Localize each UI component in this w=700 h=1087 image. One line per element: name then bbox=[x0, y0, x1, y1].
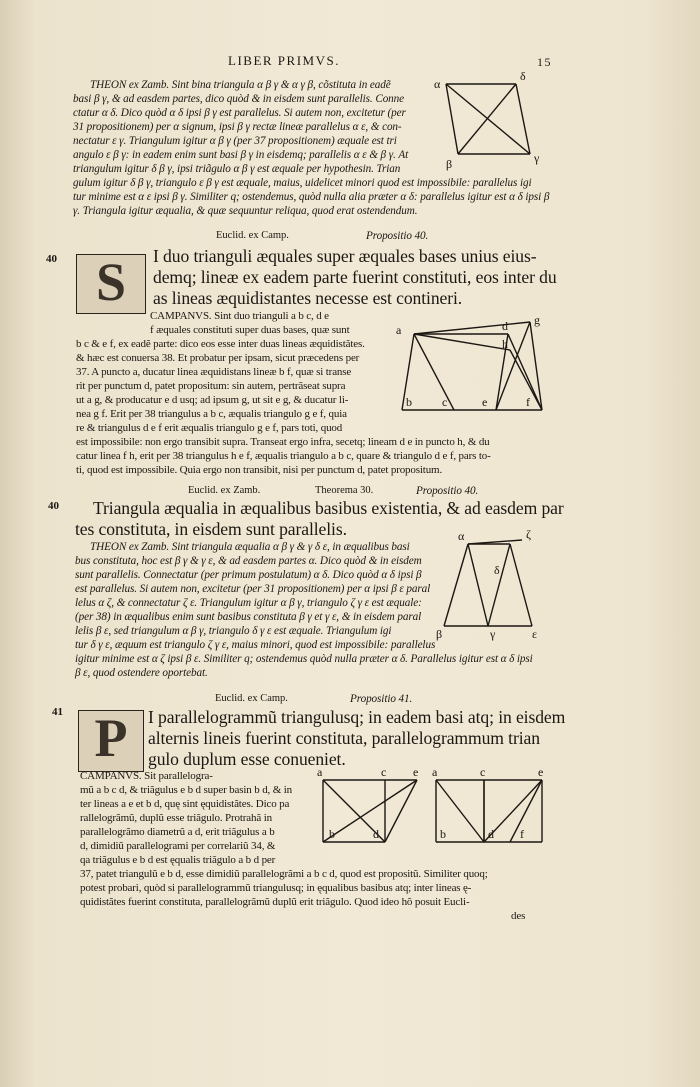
fig3-label: δ bbox=[494, 563, 500, 577]
fig5-label: e bbox=[538, 765, 544, 779]
margin-number: 40 bbox=[46, 253, 57, 265]
proposition-text: alternis lineis fuerint constituta, parallelogrammum trian bbox=[148, 728, 540, 748]
proposition-text: gulo duplum esse conueniet. bbox=[148, 749, 346, 769]
text-line: catur linea f h, erit per 38 triangulus h e f, æqualis triangulo a b c, quare & triangulo d e f, pars to- bbox=[76, 450, 491, 462]
fig5-label: b bbox=[440, 827, 446, 841]
text-line: d, dimidiũ parallelogrami per correlariũ 34, & bbox=[80, 840, 276, 852]
section-heading: Euclid. ex Camp. bbox=[215, 693, 288, 704]
section-heading: Euclid. ex Camp. bbox=[216, 230, 289, 241]
text-line: ut a g, & producatur e d usq; ad ipsum g, ut sit e g, & ducatur li- bbox=[76, 394, 349, 406]
fig3-label: γ bbox=[490, 627, 496, 641]
fig2-label: b bbox=[406, 395, 412, 409]
text-line: nectatur ε γ. Triangulum igitur α β γ (per 37 propositionem) æquale est tri bbox=[73, 135, 397, 147]
text-line: ctatur α δ. Dico quòd α δ ipsi β γ est parallelus. Si autem non, excitetur (per bbox=[73, 107, 406, 119]
fig3-label: ε bbox=[532, 627, 538, 641]
text-line: mũ a b c d, & triãgulus e b d super basin b d, & in bbox=[80, 784, 293, 796]
fig2-label: d bbox=[502, 319, 508, 333]
margin-number: 41 bbox=[52, 706, 63, 718]
text-line: est parallelus. Si autem non, excitetur (per 31 propositionem) per α ipsi β ε paral bbox=[75, 583, 431, 595]
figure-trapezoid-1 bbox=[432, 69, 542, 171]
text-line: rallelogrãmũ, duplũ esse triãgulo. Protrahã in bbox=[80, 812, 272, 824]
text-line: 31 propositionem) per α signum, ipsi β γ rectæ lineæ parallelus α ε, & con- bbox=[73, 121, 402, 133]
decorated-initial-s bbox=[76, 254, 146, 314]
text-line: re & triangulus d e f erit æqualis triangulo g e f, pars toti, quod bbox=[76, 422, 343, 434]
text-line: est impossibile: non ergo transibit supra. Transeat ergo infra, secetq; lineam d e in puncto h, & du bbox=[76, 436, 490, 448]
text-line: igitur minime est α ζ ipsi β ε. Similiter q; ostendemus quòd nulla præter α δ. Parallelus igitur est α δ ipsi bbox=[75, 653, 533, 665]
section-heading: Propositio 41. bbox=[350, 693, 413, 705]
fig3-label: α bbox=[458, 529, 465, 543]
fig4-label: e bbox=[413, 765, 419, 779]
fig1-label: α bbox=[434, 77, 441, 91]
text-line: basi β γ, & ad easdem partes, dico quòd & in eisdem sunt parallelis. Conne bbox=[73, 93, 405, 105]
figure-parallelogram-1 bbox=[313, 765, 423, 848]
text-line: & hæc est conuersa 38. Et probatur per ipsam, sicut præcedens per bbox=[76, 352, 360, 364]
fig3-label: β bbox=[436, 627, 443, 641]
fig2-label: e bbox=[482, 395, 488, 409]
text-line: qa triãgulus e b d est ęqualis triãgulo a b d per bbox=[80, 854, 276, 866]
proposition-text: I duo trianguli æquales super æquales bases unius eius- bbox=[153, 246, 537, 266]
text-line: ti, quod est impossibile. Quia ergo non transibit, nisi per punctum d, patet propositum. bbox=[76, 464, 443, 476]
proposition-text: tes constituta, in eisdem sunt parallelis. bbox=[75, 519, 347, 539]
fig4-label: b bbox=[329, 827, 335, 841]
fig2-label: g bbox=[534, 313, 540, 327]
text-line: bus constituta, hoc est β γ & γ ε, & ad easdem partes α. Dico quòd & in eisdem bbox=[75, 555, 422, 567]
section-heading: Theorema 30. bbox=[315, 485, 374, 496]
text-line: gulum igitur δ β γ, triangulo ε β γ est æquale, maius, uidelicet minori quod est impossibile: parallelus igi bbox=[73, 177, 532, 189]
text-line: ter lineas a e et b d, quę sint ęquidistãtes. Dico pa bbox=[80, 798, 290, 810]
text-line: parallelogrãmo diametrũ a d, erit triãgulus a b bbox=[80, 826, 275, 838]
margin-number: 40 bbox=[48, 500, 59, 512]
text-line: (per 38) in æqualibus enim sunt basibus constituta β γ et γ ε, & in eisdem paral bbox=[75, 611, 422, 623]
fig1-label: β bbox=[446, 157, 453, 171]
text-line: tur minime est α ε ipsi β γ. Similiter q; ostendemus, quòd nulla alia præter α δ: parallelus igitur est α δ ipsi β bbox=[73, 191, 550, 203]
text-line: potest probari, quòd si parallelogrammũ triangulusq; in ęqualibus basibus atq; inter lineas ę- bbox=[80, 882, 472, 894]
text-line: lelis β ε, sed triangulum α β γ, triangulo δ γ ε est æquale. Triangulum igi bbox=[75, 625, 392, 637]
text-line: CAMPANVS. Sint duo trianguli a b c, d e bbox=[150, 310, 329, 322]
fig2-label: f bbox=[526, 395, 530, 409]
text-line: b c & e f, ex eadẽ parte: dico eos esse inter duas lineas æquidistãtes. bbox=[76, 338, 365, 350]
figure-parallelogram-2 bbox=[430, 765, 550, 848]
fig5-label: c bbox=[480, 765, 486, 779]
figure-campanus-40 bbox=[392, 312, 552, 424]
fig4-label: c bbox=[381, 765, 387, 779]
initial-letter: S bbox=[95, 254, 127, 312]
text-line: triangulum igitur δ β γ, ipsi triãgulo α β γ est æquale per hypothesin. Trian bbox=[73, 163, 401, 175]
text-line: β ε, quod ostendere oportebat. bbox=[75, 667, 208, 679]
fig1-label: γ bbox=[534, 151, 540, 165]
fig5-label: d bbox=[488, 827, 494, 841]
proposition-text: Triangula æqualia in æqualibus basibus existentia, & ad easdem par bbox=[93, 498, 564, 518]
proposition-text: I parallelogrammũ triangulusq; in eadem basi atq; in eisdem bbox=[148, 707, 566, 727]
text-line: quidistãtes fuerint constituta, parallelogrãmũ duplũ erit triãgulo. Quod ideo hõ posuit Eucli- bbox=[80, 896, 470, 908]
proposition-text: as lineas æquidistantes necesse est contineri. bbox=[153, 288, 463, 308]
text-line: CAMPANVS. Sit parallelogra- bbox=[80, 770, 213, 782]
text-line: γ. Triangula igitur æqualia, & quæ sequuntur reliqua, quod erat ostendendum. bbox=[73, 205, 418, 217]
fig4-label: a bbox=[317, 765, 323, 779]
proposition-text: demq; lineæ ex eadem parte fuerint constituti, eos inter du bbox=[153, 267, 557, 287]
section-heading: Euclid. ex Zamb. bbox=[188, 485, 261, 496]
fig1-label: δ bbox=[520, 69, 526, 83]
fig5-label: f bbox=[520, 827, 524, 841]
fig2-label: a bbox=[396, 323, 402, 337]
figure-theon-40 bbox=[432, 527, 542, 641]
text-line: rit per punctum d, patet propositum: sin autem, pertrãseat supra bbox=[76, 380, 346, 392]
fig2-label: h bbox=[502, 337, 508, 351]
text-line: des bbox=[511, 910, 526, 922]
fig4-label: d bbox=[373, 827, 379, 841]
fig3-label: ζ bbox=[526, 527, 531, 541]
section-heading: Propositio 40. bbox=[416, 485, 479, 497]
running-title: LIBER PRIMVS. bbox=[228, 53, 340, 68]
text-line: 37. A puncto a, ducatur linea æquidistans lineæ b f, quæ si transe bbox=[76, 366, 352, 378]
fig2-label: c bbox=[442, 395, 448, 409]
text-line: angulo ε β γ: in eadem enim sunt basi β γ in eisdemq; parallelis α ε & β γ. At bbox=[73, 149, 409, 161]
text-line: sunt parallelis. Connectatur (per primum postulatum) α δ. Dico quòd α δ ipsi β bbox=[75, 569, 422, 581]
folio-number: 15 bbox=[537, 55, 552, 69]
fig5-label: a bbox=[432, 765, 438, 779]
decorated-initial-p bbox=[78, 710, 144, 772]
text-line: f æquales constituti super duas bases, quæ sunt bbox=[150, 324, 350, 336]
initial-letter: P bbox=[94, 710, 128, 768]
text-line: THEON ex Zamb. Sint bina triangula α β γ & α γ β, cõstituta in eadẽ bbox=[90, 79, 391, 91]
text-line: lelus α ζ, & connectatur ζ ε. Triangulum igitur α β γ, triangulo ζ γ ε est æquale: bbox=[75, 597, 422, 609]
section-heading: Propositio 40. bbox=[366, 230, 429, 242]
text-line: 37, patet triangulũ e b d, esse dimidiũ parallelogrãmi a b c d, quod est propositũ. Similiter quoq; bbox=[80, 868, 488, 880]
text-line: THEON ex Zamb. Sint triangula æqualia α β γ & γ δ ε, in æqualibus basi bbox=[90, 541, 410, 553]
text-line: tur δ γ ε, æquum est triangulo ζ γ ε, maius minori, quod est impossibile: parallelus bbox=[75, 639, 436, 651]
text-line: nea g f. Erit per 38 triangulus a b c, æqualis triangulo g e f, quia bbox=[76, 408, 347, 420]
